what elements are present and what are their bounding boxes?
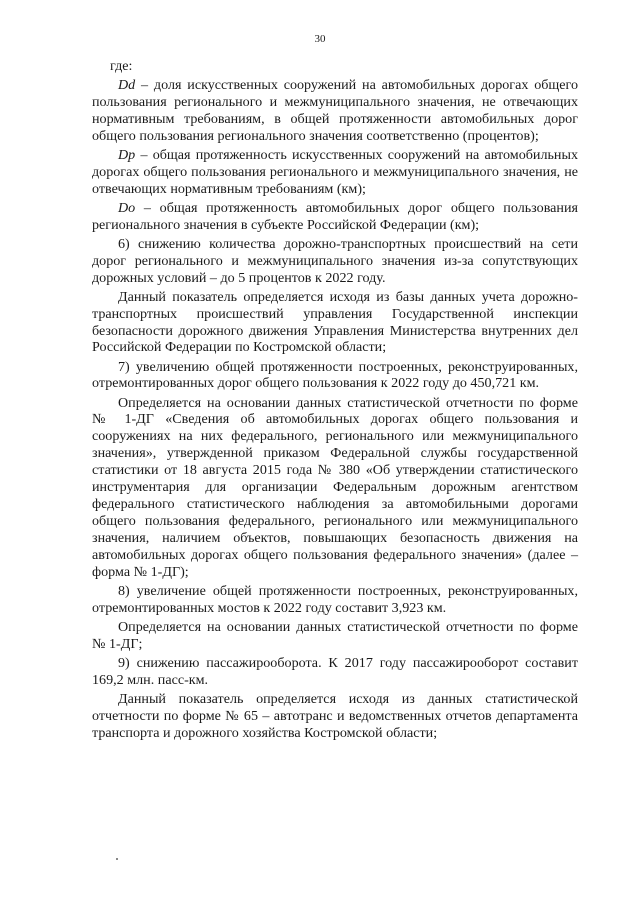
list-item-6-note: Данный показатель определяется исходя из базы данных учета дорожно-транспортных происшествий управления Государственной инспекции безопасности дорожного движения Управления Министерства внутренних дел Российской Федерации по Костромской области; (92, 288, 578, 356)
list-item-8-note: Определяется на основании данных статистической отчетности по форме № 1-ДГ; (92, 618, 578, 652)
definition-do-text: – общая протяженность автомобильных дорог общего пользования регионального значения в субъекте Российской Федерации (км); (92, 199, 578, 233)
list-item-7: 7) увеличению общей протяженности построенных, реконструированных, отремонтированных дорог общего пользования к 2022 году до 450,721 км. (92, 358, 578, 392)
definition-dp (92, 147, 578, 198)
list-item-7-note: Определяется на основании данных статистической отчетности по форме № 1-ДГ «Сведения об автомобильных дорогах общего пользования и сооружениях на них федерального, регионального или межмуниципального значения», утвержденной приказом Федеральной службы государственной статистики от 18 августа 2015 года № 380 «Об утверждении статистического инструментария для организации Федеральным дорожным агентством федерального статистического наблюдения за автомобильными дорогами общего пользования федерального, регионального или межмуниципального значения, наличием объектов, повышающих безопасность движения на автомобильных дорогах общего пользования федерального значения» (далее – форма № 1-ДГ); (92, 394, 578, 580)
variable-dd: Dd (118, 77, 136, 94)
paragraph-where: где: (110, 58, 133, 74)
scan-speck (116, 858, 118, 860)
definition-dp-text: – общая протяженность искусственных сооружений на автомобильных дорогах общего пользования регионального и межмуниципального значения, не отвечающих нормативным требованиям (км); (92, 146, 578, 197)
definition-do (92, 200, 578, 234)
variable-do: Do (118, 199, 136, 216)
definition-dd (92, 77, 578, 145)
definition-dd-text: – доля искусственных сооружений на автомобильных дорогах общего пользования регионального и межмуниципального значения, не отвечающих нормативным требованиям, в общей протяженности автомобильных дорог общего пользования регионального значения соответственно (процентов); (92, 77, 578, 144)
list-item-6: 6) снижению количества дорожно-транспортных происшествий на сети дорог регионального и межмуниципального значения из-за сопутствующих дорожных условий – до 5 процентов к 2022 году. (92, 235, 578, 286)
list-item-8: 8) увеличение общей протяженности построенных, реконструированных, отремонтированных мостов к 2022 году составит 3,923 км. (92, 582, 578, 616)
document-body (92, 58, 578, 744)
list-item-9: 9) снижению пассажирооборота. К 2017 году пассажирооборот составит 169,2 млн. пасс-км. (92, 654, 578, 688)
page-number: 30 (314, 33, 326, 45)
list-item-9-note: Данный показатель определяется исходя из данных статистической отчетности по форме № 65 – автотранс и ведомственных отчетов департамента транспорта и дорожного хозяйства Костромской области; (92, 690, 578, 741)
variable-dp: Dp (118, 146, 136, 163)
